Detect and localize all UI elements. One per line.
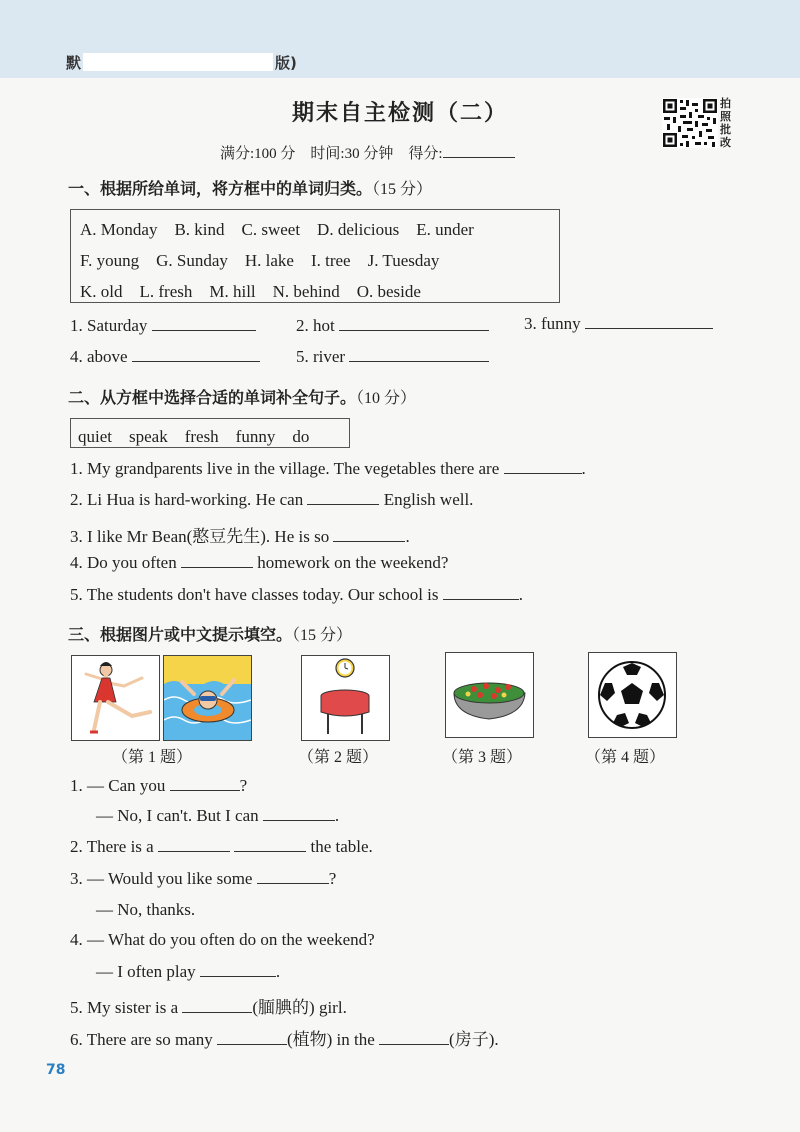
sentence-item	[70, 459, 586, 479]
answer-blank[interactable]	[349, 347, 489, 362]
fill-text: .	[334, 806, 340, 825]
section2-heading	[68, 385, 416, 408]
answer-blank[interactable]	[170, 776, 240, 791]
qr-label-char: 批	[720, 123, 731, 136]
classify-label: 2. hot	[296, 316, 335, 335]
answer-blank[interactable]	[132, 347, 260, 362]
redacted-area	[83, 53, 273, 71]
section3-heading	[68, 622, 352, 645]
fill-line	[96, 900, 195, 920]
classify-label: 4. above	[70, 347, 128, 366]
answer-blank[interactable]	[443, 585, 519, 600]
sentence-text: 5. The students don't have classes today. Our school is	[70, 585, 443, 604]
series-end: 版)	[275, 53, 297, 72]
sentence-item	[70, 522, 410, 547]
fill-line	[70, 776, 247, 796]
sentence-item	[70, 553, 448, 573]
fill-line	[96, 806, 339, 826]
salad-picture	[445, 652, 534, 738]
fill-text: .	[275, 962, 281, 981]
fill-line	[70, 869, 336, 889]
answer-blank[interactable]	[379, 1030, 449, 1045]
qr-label-char: 改	[720, 136, 731, 149]
fill-text: 4. — What do you often do on the weekend?	[70, 930, 375, 949]
score-info: 满分:100 分 时间:30 分钟 得分:	[220, 146, 443, 162]
fill-line	[70, 1025, 499, 1050]
fill-text: the table.	[306, 837, 373, 856]
sentence-item	[70, 490, 473, 510]
fill-text: 5. My sister is a	[70, 998, 183, 1017]
answer-blank[interactable]	[257, 869, 329, 884]
word-box-2-text: quiet speak fresh funny do	[78, 427, 310, 446]
answer-blank[interactable]	[181, 553, 253, 568]
word-box-row: K. old L. fresh M. hill N. behind O. beside	[80, 282, 421, 301]
fill-text: — No, thanks.	[96, 900, 196, 919]
clock-table-icon	[302, 656, 389, 740]
section1-heading	[68, 176, 432, 199]
book-series-label	[66, 50, 297, 74]
fill-text: ?	[239, 776, 248, 795]
sentence-text: .	[405, 527, 410, 546]
score-blank[interactable]	[443, 145, 515, 158]
qr-label-char: 拍	[720, 97, 731, 110]
fill-line	[70, 993, 347, 1018]
answer-blank[interactable]	[263, 806, 335, 821]
classify-label: 5. river	[296, 347, 346, 366]
fill-text: ?	[328, 869, 337, 888]
answer-blank[interactable]	[200, 962, 276, 977]
section3-heading-text: 三、根据图片或中文提示填空。	[68, 625, 293, 644]
sentence-text: 3. I like Mr Bean(憨豆先生). He is so	[70, 527, 334, 546]
sentence-text: English well.	[379, 490, 474, 509]
picture-caption: （第 1 题）	[112, 749, 193, 766]
swimmer-icon	[164, 656, 251, 740]
answer-blank[interactable]	[152, 316, 256, 331]
fill-line	[96, 962, 280, 982]
classify-item	[70, 347, 260, 367]
sentence-text: .	[581, 459, 586, 478]
qr-label-char: 照	[720, 110, 731, 123]
section1-points: （15 分）	[372, 181, 433, 198]
fill-text: — I often play	[96, 962, 200, 981]
classify-item	[524, 314, 713, 334]
section1-heading-text: 一、根据所给单词，将方框中的单词归类。	[68, 179, 373, 198]
classify-item	[296, 316, 489, 336]
qr-code-icon[interactable]	[662, 98, 718, 148]
sentence-item	[70, 585, 523, 605]
fill-text: 6. There are so many	[70, 1030, 217, 1049]
answer-blank[interactable]	[333, 527, 405, 542]
picture-caption: （第 4 题）	[585, 749, 666, 766]
sentence-text: homework on the weekend?	[252, 553, 449, 572]
fill-text: — No, I can't. But I can	[96, 806, 263, 825]
swimming-boy-picture	[163, 655, 252, 741]
qr-label	[720, 97, 734, 149]
sentence-text: 2. Li Hua is hard-working. He can	[70, 490, 308, 509]
section2-points: （10 分）	[356, 390, 417, 407]
sentence-text: 1. My grandparents live in the village. The vegetables there are	[70, 459, 504, 478]
dancing-girl-picture	[71, 655, 160, 741]
answer-blank[interactable]	[585, 314, 713, 329]
section2-heading-text: 二、从方框中选择合适的单词补全句子。	[68, 388, 357, 407]
classify-item	[296, 347, 489, 367]
clock-table-picture	[301, 655, 390, 741]
sentence-text: .	[518, 585, 524, 604]
salad-bowl-icon	[446, 653, 533, 737]
fill-text: (植物) in the	[286, 1030, 380, 1049]
fill-text: (腼腆的) girl.	[252, 998, 347, 1017]
page-number: 78	[46, 1062, 66, 1078]
answer-blank[interactable]	[307, 490, 379, 505]
fill-text: 1. — Can you	[70, 776, 170, 795]
fill-line	[70, 930, 375, 950]
series-start: 默	[66, 53, 82, 72]
football-picture	[588, 652, 677, 738]
picture-caption: （第 3 题）	[442, 749, 523, 766]
soccer-ball-icon	[589, 653, 676, 737]
score-line	[220, 142, 515, 163]
sentence-text: 4. Do you often	[70, 553, 181, 572]
answer-blank[interactable]	[339, 316, 489, 331]
classify-label: 3. funny	[524, 314, 581, 333]
dancer-icon	[72, 656, 159, 740]
answer-blank[interactable]	[234, 837, 306, 852]
fill-text: 3. — Would you like some	[70, 869, 257, 888]
word-box-row: A. Monday B. kind C. sweet D. delicious E. under	[80, 220, 474, 239]
classify-item	[70, 316, 256, 336]
answer-blank[interactable]	[158, 837, 230, 852]
answer-blank[interactable]	[217, 1030, 287, 1045]
fill-text: 2. There is a	[70, 837, 158, 856]
picture-caption: （第 2 题）	[298, 749, 379, 766]
page-title: 期末自主检测（二）	[291, 101, 508, 126]
answer-blank[interactable]	[182, 998, 252, 1013]
fill-line	[70, 837, 373, 857]
section3-points: （15 分）	[292, 627, 353, 644]
word-box-row: F. young G. Sunday H. lake I. tree J. Tuesday	[80, 251, 440, 270]
fill-text: (房子).	[449, 1030, 499, 1049]
classify-label: 1. Saturday	[70, 316, 148, 335]
answer-blank[interactable]	[504, 459, 582, 474]
